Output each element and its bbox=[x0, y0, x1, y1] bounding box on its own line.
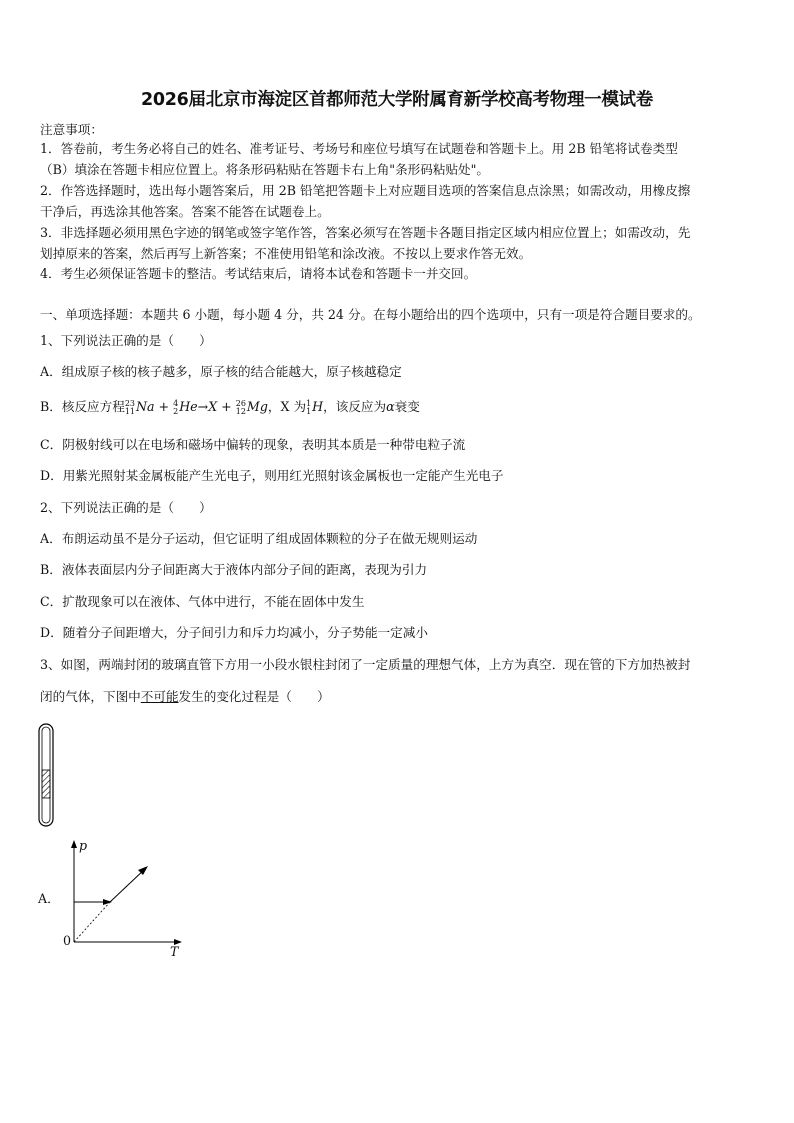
glass-tube-figure bbox=[34, 722, 58, 828]
he-nuclide-numbers: 4 2 bbox=[173, 398, 179, 416]
dashed-line bbox=[74, 902, 110, 942]
page-title: 2026届北京市海淀区首都师范大学附属育新学校高考物理一模试卷 bbox=[141, 90, 653, 110]
q1-option-c: C．阴极射线可以在电场和磁场中偏转的现象，表明其本质是一种带电粒子流 bbox=[40, 437, 466, 452]
q1-stem: 1、下列说法正确的是（ ） bbox=[40, 333, 212, 348]
q3-underlined-word: 不可能 bbox=[140, 689, 179, 704]
arrow-symbol: → bbox=[197, 399, 209, 414]
isochoric-segment bbox=[110, 868, 146, 902]
q1-option-d: D．用紫光照射某金属板能产生光电子，则用红光照射该金属板也一定能产生光电子 bbox=[40, 468, 504, 483]
p-axis-arrow bbox=[71, 840, 77, 848]
q2-stem: 2、下列说法正确的是（ ） bbox=[40, 500, 212, 515]
q1-b-end: 衰变 bbox=[394, 399, 420, 414]
notice-heading: 注意事项： bbox=[40, 122, 103, 137]
pt-graph bbox=[58, 838, 188, 958]
notice-line-6: 划掉原来的答案，然后再写上新答案；不准使用铅笔和涂改液。不按以上要求作答无效。 bbox=[40, 246, 532, 261]
x-symbol: X bbox=[208, 399, 218, 414]
graph-p-label: p bbox=[79, 838, 88, 853]
notice-line-1: 1．答卷前，考生务必将自己的姓名、准考证号、考场号和座位号填写在试题卷和答题卡上。用 2B 铅笔将试卷类型 bbox=[40, 141, 678, 156]
q1-b-mid: ，X 为 bbox=[267, 399, 307, 414]
section-heading: 一、单项选择题：本题共 6 小题，每小题 4 分，共 24 分。在每小题给出的四个选项中，只有一项是符合题目要求的。 bbox=[40, 307, 701, 322]
q3-stem-line1: 3、如图，两端封闭的玻璃直管下方用一小段水银柱封闭了一定质量的理想气体，上方为真空．现在管的下方加热被封 bbox=[40, 657, 691, 672]
q2-option-b: B．液体表面层内分子间距离大于液体内部分子间的距离，表现为引力 bbox=[40, 562, 428, 577]
mg-symbol: Mg bbox=[246, 399, 268, 414]
he-symbol: He bbox=[179, 399, 198, 414]
h-symbol: H bbox=[312, 399, 324, 414]
q3-option-a-label: A． bbox=[38, 891, 60, 906]
notice-line-4: 干净后，再选涂其他答案。答案不能答在试题卷上。 bbox=[40, 204, 330, 219]
q1-b-suffix: ，该反应为 bbox=[323, 399, 387, 414]
notice-line-7: 4．考生必须保证答题卡的整洁。考试结束后，请将本试卷和答题卡一并交回。 bbox=[40, 266, 477, 281]
q1-option-a: A．组成原子核的核子越多，原子核的结合能越大，原子核越稳定 bbox=[40, 364, 402, 379]
q1-option-b: B．核反应方程 23 11 Na + 4 2 He→X + 26 12 Mg，X 为 1 1 H，该反应为α衰变 bbox=[40, 398, 420, 416]
notice-line-5: 3．非选择题必须用黑色字迹的钢笔或签字笔作答，答案必须写在答题卡各题目指定区域内相应位置上；如需改动，先 bbox=[40, 225, 691, 240]
q3-stem-line2: 闭的气体，下图中不可能发生的变化过程是（ ） bbox=[40, 689, 330, 704]
h-nuclide-numbers: 1 1 bbox=[306, 398, 312, 416]
mg-nuclide-numbers: 26 12 bbox=[235, 398, 246, 416]
notice-line-3: 2．作答选择题时，选出每小题答案后，用 2B 铅笔把答题卡上对应题目选项的答案信息点涂黑；如需改动，用橡皮擦 bbox=[40, 183, 691, 198]
graph-t-label: T bbox=[170, 944, 179, 959]
mercury-column bbox=[42, 770, 50, 798]
na-nuclide-numbers: 23 11 bbox=[124, 398, 136, 416]
graph-origin-label: 0 bbox=[63, 933, 72, 948]
na-symbol: Na bbox=[136, 399, 155, 414]
alpha-symbol: α bbox=[386, 399, 395, 414]
q2-option-d: D．随着分子间距增大，分子间引力和斥力均减小，分子势能一定减小 bbox=[40, 625, 428, 640]
notice-line-2: （B）填涂在答题卡相应位置上。将条形码粘贴在答题卡右上角"条形码粘贴处"。 bbox=[40, 162, 490, 177]
q1-b-prefix: B．核反应方程 bbox=[40, 399, 125, 414]
q2-option-a: A．布朗运动虽不是分子运动，但它证明了组成固体颗粒的分子在做无规则运动 bbox=[40, 531, 478, 546]
q2-option-c: C．扩散现象可以在液体、气体中进行，不能在固体中发生 bbox=[40, 594, 365, 609]
